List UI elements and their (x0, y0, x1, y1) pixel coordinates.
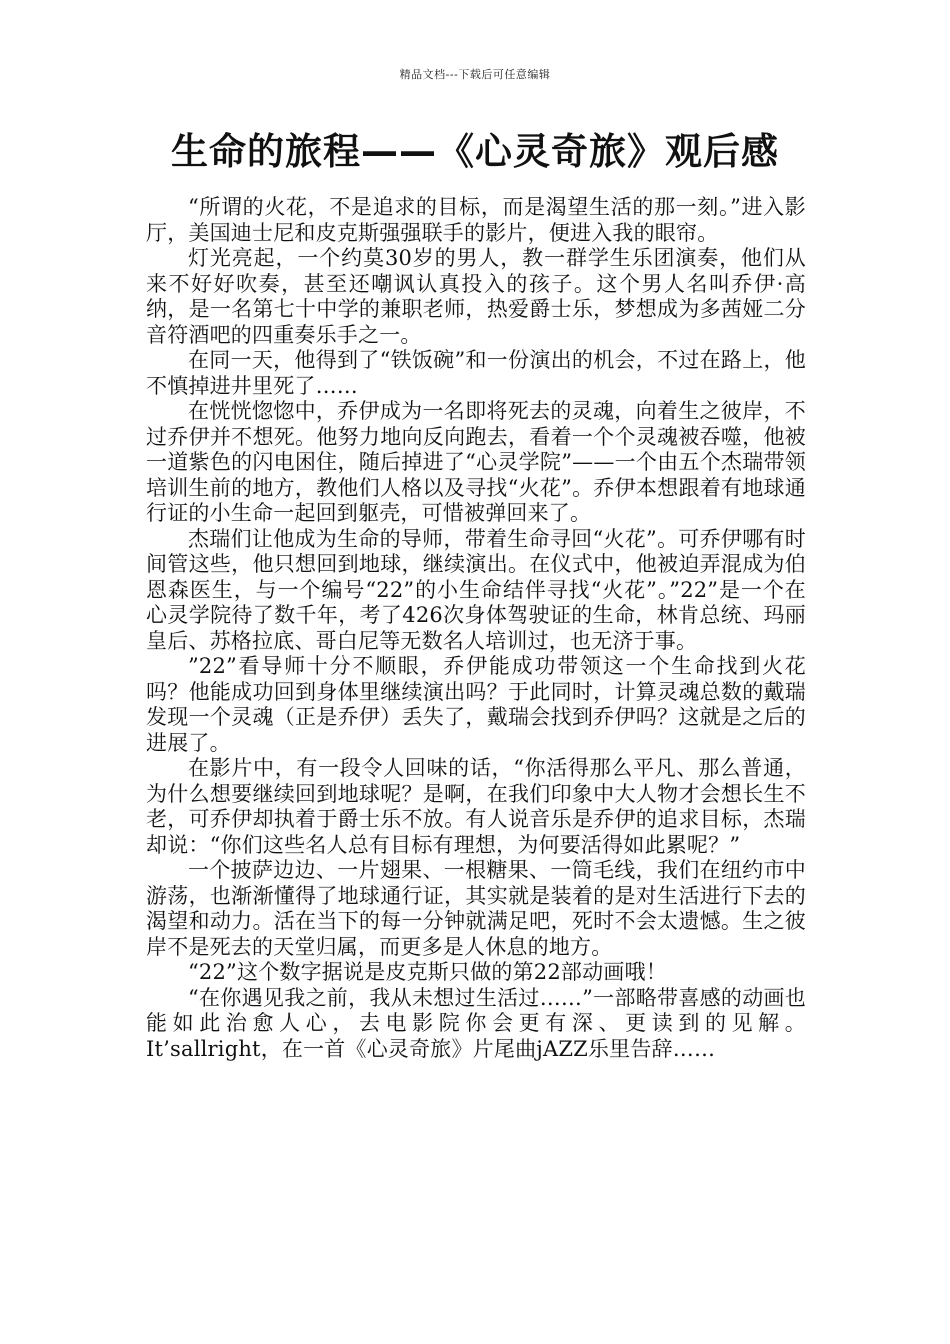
paragraph-6: ”22”看导师十分不顺眼，乔伊能成功带领这一个生命找到火花吗？他能成功回到身体里继续演出吗？于此同时，计算灵魂总数的戴瑞发现一个灵魂（正是乔伊）丢失了，戴瑞会找到乔伊吗？这就是之后的进展了。 (146, 654, 806, 755)
paragraph-3: 在同一天，他得到了“铁饭碗”和一份演出的机会，不过在路上，他不慎掉进井里死了…… (146, 348, 806, 398)
document-title: 生命的旅程——《心灵奇旅》观后感 (171, 130, 779, 173)
header-note: 精品文档---下载后可任意编辑 (399, 68, 551, 81)
paragraph-5: 杰瑞们让他成为生命的导师，带着生命寻回“火花”。可乔伊哪有时间管这些，他只想回到地球，继续演出。在仪式中，他被迫弄混成为伯恩森医生，与一个编号“22”的小生命结伴寻找“火花”。”22”是一个在心灵学院待了数千年，考了426次身体驾驶证的生命，林肯总统、玛丽皇后、苏格拉底、哥白尼等无数名人培训过，也无济于事。 (146, 526, 806, 653)
paragraph-7: 在影片中，有一段令人回味的话，“你活得那么平凡、那么普通，为什么想要继续回到地球呢？是啊，在我们印象中大人物才会想长生不老，可乔伊却执着于爵士乐不放。有人说音乐是乔伊的追求目标，杰瑞却说：“你们这些名人总有目标有理想，为何要活得如此累呢？” (146, 756, 806, 857)
document-body (146, 195, 806, 1062)
paragraph-2: 灯光亮起，一个约莫30岁的男人，教一群学生乐团演奏，他们从来不好好吹奏，甚至还嘲讽认真投入的孩子。这个男人名叫乔伊·高纳，是一名第七十中学的兼职老师，热爱爵士乐，梦想成为多茜娅二分音符酒吧的四重奏乐手之一。 (146, 246, 806, 347)
paragraph-8: 一个披萨边边、一片翅果、一根糖果、一筒毛线，我们在纽约市中游荡，也渐渐懂得了地球通行证，其实就是装着的是对生活进行下去的渴望和动力。活在当下的每一分钟就满足吧，死时不会太遗憾。生之彼岸不是死去的天堂归属，而更多是人休息的地方。 (146, 858, 806, 959)
paragraph-4: 在恍恍惚惚中，乔伊成为一名即将死去的灵魂，向着生之彼岸，不过乔伊并不想死。他努力地向反向跑去，看着一个个灵魂被吞噬，他被一道紫色的闪电困住，随后掉进了“心灵学院”——一个由五个杰瑞带领培训生前的地方，教他们人格以及寻找“火花”。乔伊本想跟着有地球通行证的小生命一起回到躯壳，可惜被弹回来了。 (146, 399, 806, 525)
paragraph-9: “22”这个数字据说是皮克斯只做的第22部动画哦！ (188, 960, 667, 984)
paragraph-1: “所谓的火花，不是追求的目标，而是渴望生活的那一刻。”进入影厅，美国迪士尼和皮克斯强强联手的影片，便进入我的眼帘。 (146, 195, 806, 245)
paragraph-10: “在你遇见我之前，我从未想过生活过……”一部略带喜感的动画也能如此治愈人心，去电影院你会更有深、更读到的见解。It’sallright，在一首《心灵奇旅》片尾曲jAZZ乐里告辞…… (146, 985, 806, 1061)
